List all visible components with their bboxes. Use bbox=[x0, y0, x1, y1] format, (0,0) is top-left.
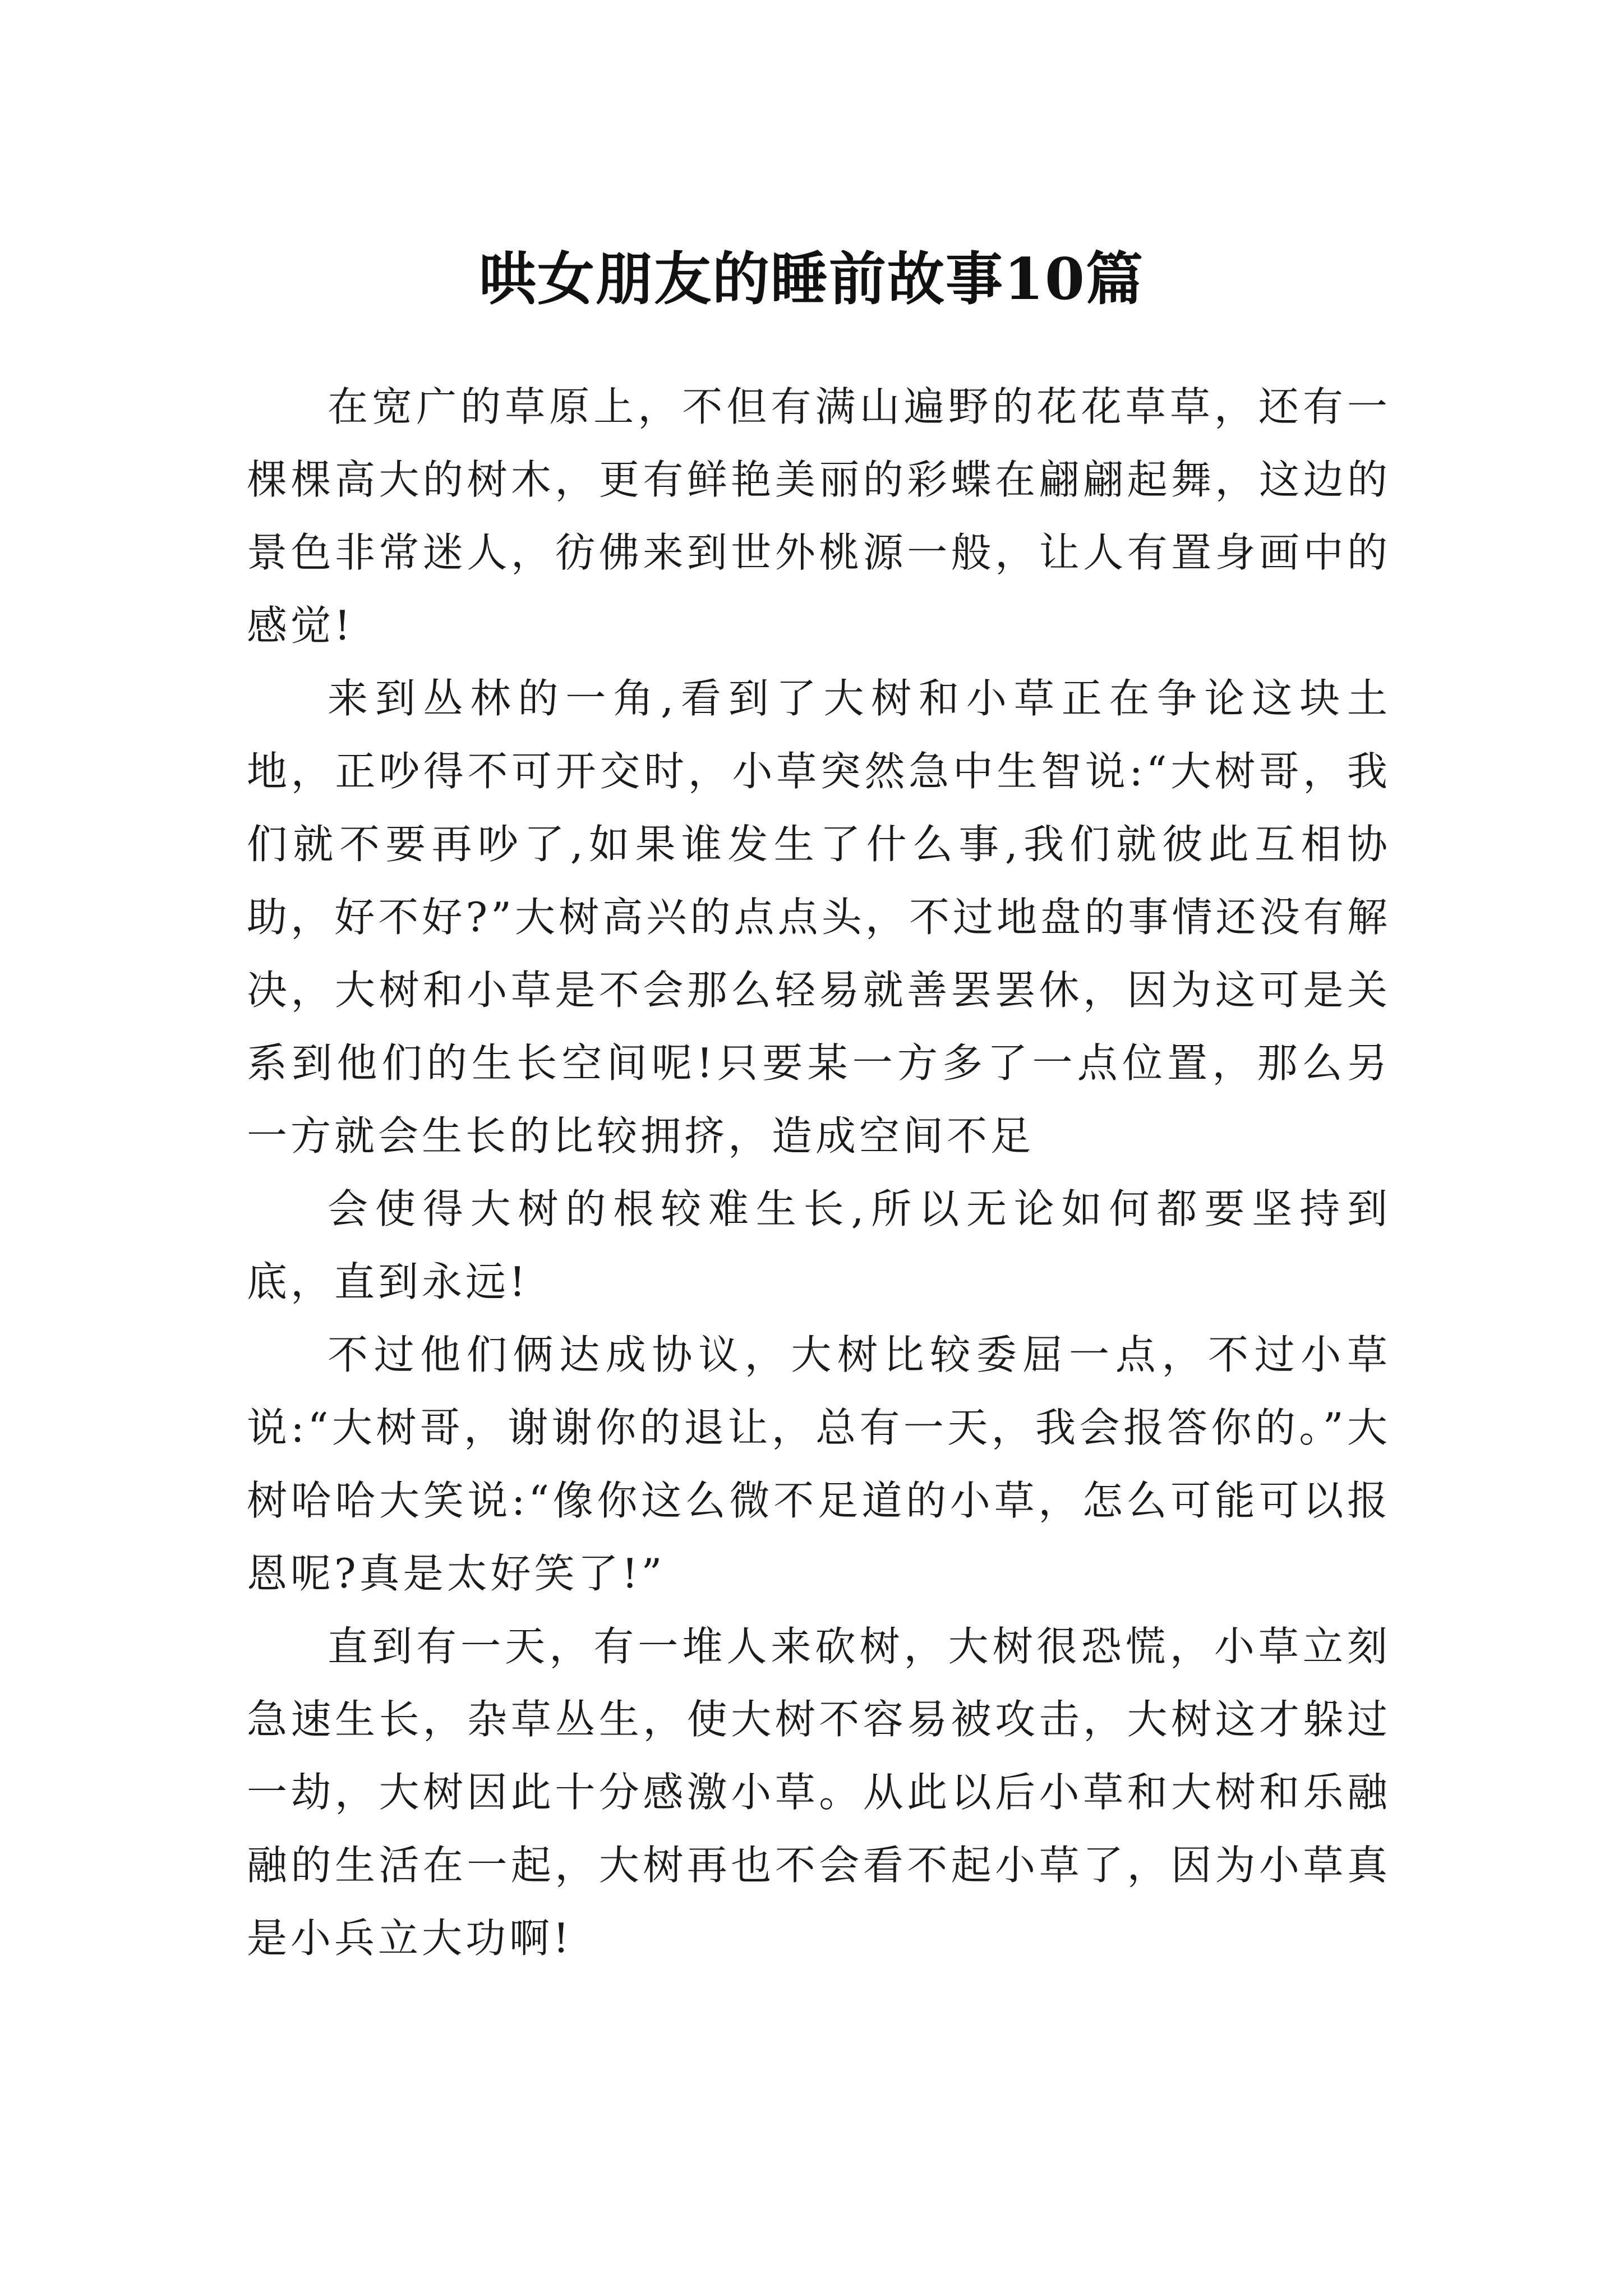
paragraph-4: 不过他们俩达成协议，大树比较委屈一点，不过小草说:“大树哥，谢谢你的退让，总有一天，我会报答你的。”大树哈哈大笑说:“像你这么微不足道的小草，怎么可能可以报恩呢?真是太好笑了!” bbox=[247, 1331, 1391, 1597]
paragraph-1: 在宽广的草原上，不但有满山遍野的花花草草，还有一棵棵高大的树木，更有鲜艳美丽的彩蝶在翩翩起舞，这边的景色非常迷人，彷佛来到世外桃源一般，让人有置身画中的感觉! bbox=[247, 383, 1391, 649]
paragraph-3: 会使得大树的根较难生长,所以无论如何都要坚持到底，直到永远! bbox=[247, 1185, 1391, 1305]
document-body bbox=[247, 370, 1391, 1975]
paragraph-5: 直到有一天，有一堆人来砍树，大树很恐慌，小草立刻急速生长，杂草丛生，使大树不容易被攻击，大树这才躲过一劫，大树因此十分感激小草。从此以后小草和大树和乐融融的生活在一起，大树再也不会看不起小草了，因为小草真是小兵立大功啊! bbox=[247, 1623, 1391, 1962]
paragraph-2: 来到丛林的一角,看到了大树和小草正在争论这块土地，正吵得不可开交时，小草突然急中生智说:“大树哥，我们就不要再吵了,如果谁发生了什么事,我们就彼此互相协助，好不好?”大树高兴的点点头，不过地盘的事情还没有解决，大树和小草是不会那么轻易就善罢罢休，因为这可是关系到他们的生长空间呢!只要某一方多了一点位置，那么另一方就会生长的比较拥挤，造成空间不足 bbox=[247, 675, 1391, 1159]
page-title: 哄女朋友的睡前故事10篇 bbox=[479, 246, 1144, 314]
